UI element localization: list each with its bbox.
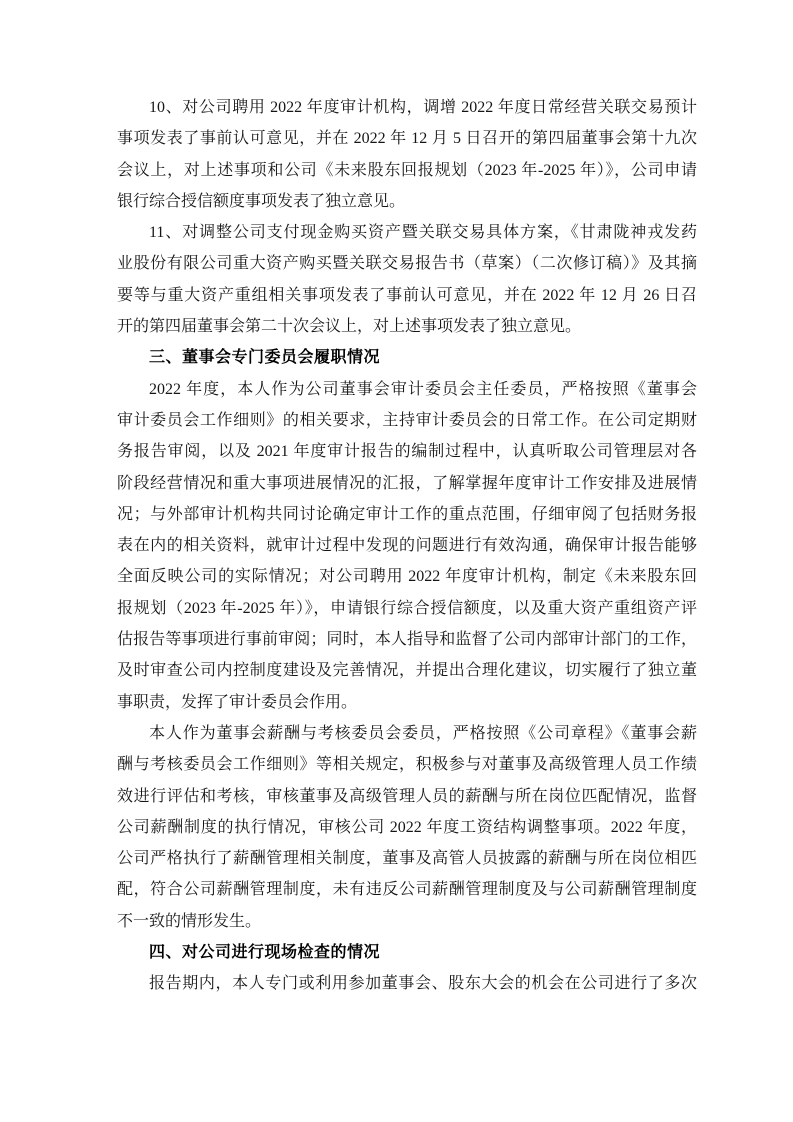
paragraph-line: 不一致的情形发生。 xyxy=(117,912,262,930)
heading-text: 三、董事会专门委员会履职情况 xyxy=(149,349,381,367)
paragraph-line: 估报告等事项进行事前审阅；同时，本人指导和监督了公司内部审计部门的工作， xyxy=(117,631,697,649)
paragraph-line: 报规划（2023 年-2025 年）》，申请银行综合授信额度，以及重大资产重组资产评 xyxy=(117,599,697,617)
paragraph-line: 事项发表了事前认可意见，并在 2022 年 12 月 5 日召开的第四届董事会第十九次 xyxy=(117,130,697,148)
paragraph-line: 银行综合授信额度事项发表了独立意见。 xyxy=(117,192,406,210)
paragraph-line: 事职责，发挥了审计委员会作用。 xyxy=(117,693,358,711)
paragraph-line: 本人作为董事会薪酬与考核委员会委员，严格按照《公司章程》《董事会薪 xyxy=(149,724,697,742)
section-3-heading xyxy=(117,342,697,373)
paragraph-line: 及时审查公司内控制度建设及完善情况，并提出合理化建议，切实履行了独立董 xyxy=(117,662,697,680)
paragraph-line: 审计委员会工作细则》的相关要求，主持审计委员会的日常工作。在公司定期财 xyxy=(117,411,697,429)
paragraph-line: 要等与重大资产重组相关事项发表了事前认可意见，并在 2022 年 12 月 26 日召 xyxy=(117,286,697,304)
section-4-heading xyxy=(117,937,697,968)
site-inspection-paragraph xyxy=(117,968,697,999)
paragraph-line: 务报告审阅，以及 2021 年度审计报告的编制过程中，认真听取公司管理层对各 xyxy=(117,443,697,461)
paragraph-line: 报告期内，本人专门或利用参加董事会、股东大会的机会在公司进行了多次 xyxy=(149,975,697,993)
paragraph-line: 业股份有限公司重大资产购买暨关联交易报告书（草案）（二次修订稿）》及其摘 xyxy=(117,255,697,273)
paragraph-line: 2022 年度，本人作为公司董事会审计委员会主任委员，严格按照《董事会 xyxy=(149,380,697,398)
paragraph-line: 配，符合公司薪酬管理制度，未有违反公司薪酬管理制度及与公司薪酬管理制度 xyxy=(117,881,697,899)
paragraph-line: 酬与考核委员会工作细则》等相关规定，积极参与对董事及高级管理人员工作绩 xyxy=(117,756,697,774)
paragraph-line: 公司严格执行了薪酬管理相关制度，董事及高管人员披露的薪酬与所在岗位相匹 xyxy=(117,850,697,868)
paragraph-line: 阶段经营情况和重大事项进展情况的汇报，了解掌握年度审计工作安排及进展情 xyxy=(117,474,697,492)
paragraph-line: 开的第四届董事会第二十次会议上，对上述事项发表了独立意见。 xyxy=(117,318,582,336)
paragraph-line: 会议上，对上述事项和公司《未来股东回报规划（2023 年-2025 年）》，公司申请 xyxy=(117,161,697,179)
paragraph-line: 表在内的相关资料，就审计过程中发现的问题进行有效沟通，确保审计报告能够 xyxy=(117,537,697,555)
heading-text: 四、对公司进行现场检查的情况 xyxy=(149,944,381,962)
audit-committee-paragraph xyxy=(117,374,697,718)
paragraph-line: 公司薪酬制度的执行情况，审核公司 2022 年度工资结构调整事项。2022 年度， xyxy=(117,818,697,836)
remuneration-committee-paragraph xyxy=(117,718,697,937)
item-11-paragraph xyxy=(117,217,697,342)
paragraph-line: 效进行评估和考核，审核董事及高级管理人员的薪酬与所在岗位匹配情况，监督 xyxy=(117,787,697,805)
item-10-paragraph xyxy=(117,92,697,217)
document-body xyxy=(117,92,697,1000)
paragraph-line: 况；与外部审计机构共同讨论确定审计工作的重点范围，仔细审阅了包括财务报 xyxy=(117,505,697,523)
paragraph-line: 10、对公司聘用 2022 年度审计机构，调增 2022 年度日常经营关联交易预计 xyxy=(149,99,697,116)
paragraph-line: 全面反映公司的实际情况；对公司聘用 2022 年度审计机构，制定《未来股东回 xyxy=(117,568,697,586)
paragraph-line: 11、对调整公司支付现金购买资产暨关联交易具体方案，《甘肃陇神戎发药 xyxy=(149,224,697,242)
